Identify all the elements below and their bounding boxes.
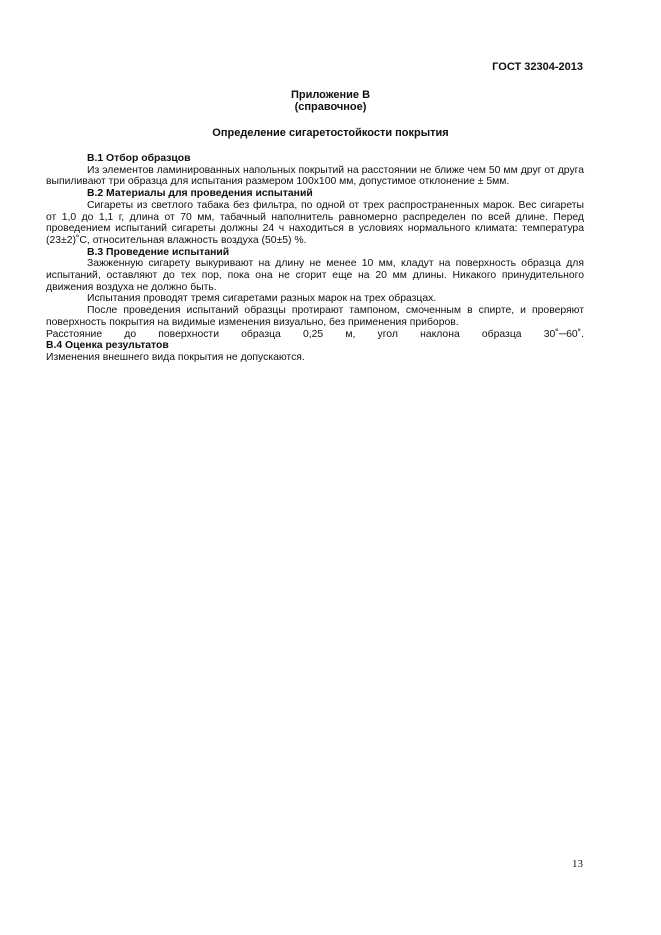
paragraph: После проведения испытаний образцы протирают тампоном, смоченным в спирте, и проверяют поверхность покрытия на видимые изменения визуально, без применения приборов. [46,305,584,328]
section-heading: В.1 Отбор образцов [87,153,191,164]
section-heading: В.3 Проведение испытаний [87,246,230,258]
paragraph: Расстояние до поверхности образца 0,25 м, угол наклона образца 30˚─60˚. [46,328,584,340]
paragraph: Из элементов ламинированных напольных покрытий на расстоянии не ближе чем 50 мм друг от друга выпиливают три образца для испытания размером 100х100 мм, допустимое отклонение ± 5мм. [46,164,584,188]
paragraph: Испытания проводят тремя сигаретами разных марок на трех образцах. [87,293,437,305]
page-number: 13 [572,858,583,870]
appendix-name: Определение сигаретостойкости покрытия [212,127,449,139]
body-text [46,153,584,364]
document-code: ГОСТ 32304-2013 [492,61,583,73]
paragraph: Зажженную сигарету выкуривают на длину не менее 10 мм, кладут на поверхность образца для испытаний, оставляют до тех пор, пока она не сгорит еще на 20 мм длины. Никакого принудительного движения воздуха не должно быть. [46,258,584,293]
paragraph: Изменения внешнего вида покрытия не допускаются. [46,351,305,363]
paragraph: Сигареты из светлого табака без фильтра, по одной от трех распространенных марок. Вес сигареты от 1,0 до 1,1 г, длина от 70 мм, табачный наполнитель равномерно распределен по всей длине. Перед проведением испытаний сигареты должны 24 ч находиться в условиях нормального климата: температура (23±2)˚С, относительная влажность воздуха (50±5) %. [46,199,584,246]
section-heading: В.4 Оценка результатов [46,340,169,352]
section-heading: В.2 Материалы для проведения испытаний [87,188,313,200]
appendix-title: Приложение В [290,89,371,101]
appendix-subtitle: (справочное) [294,101,367,113]
